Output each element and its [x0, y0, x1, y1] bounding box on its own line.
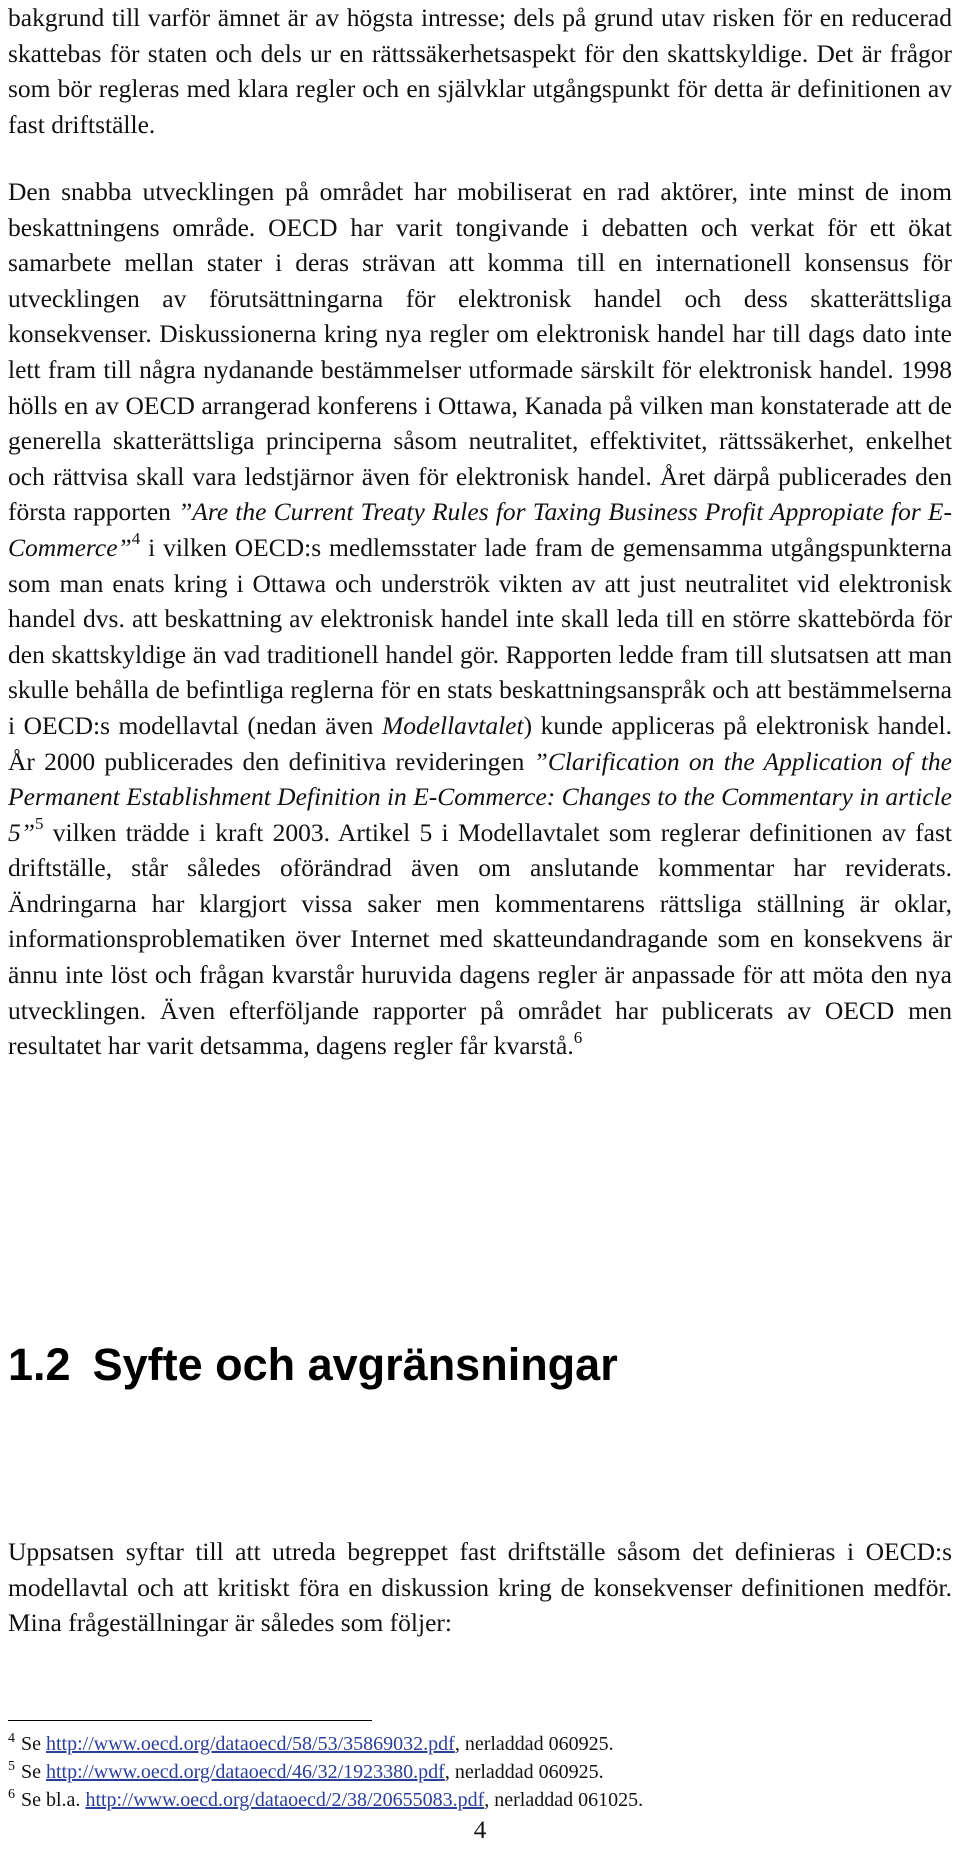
paragraph2-text-c: ) kunde appliceras på elektronisk handel. År 2000 publicerades den definitiva revideringen [8, 710, 953, 776]
body-paragraph-1: bakgrund till varför ämnet är av högsta intresse; dels på grund utav risken för en reducerad skattebas för staten och dels ur en rättssäkerhetsaspekt för den skattskyldige. Det är frågor som bör regleras med klara regler och en självklar utgångspunkt för detta är definitionen av fast driftställe. [8, 3, 952, 139]
footnote-link[interactable]: http://www.oecd.org/dataoecd/2/38/20655083.pdf [85, 1789, 485, 1811]
paragraph2-text-a: Den snabba utvecklingen på området har mobiliserat en rad aktörer, inte minst de inom beskattningens område. OECD har varit tongivande i debatten och verkat för ett ökat samarbete mellan stater i deras strävan att komma till en internationell konsensus för utvecklingen av förutsättningarna för elektronisk handel och dess skatterättsliga konsekvenser. Diskussionerna kring nya regler om elektronisk handel har till dags dato inte lett fram till några nydanande bestämmelser utformade särskilt för elektronisk handel. 1998 hölls en av OECD arrangerad konferens i Ottawa, Kanada på vilken man konstaterade att de generella skatterättsliga principerna såsom neutralitet, effektivitet, rättssäkerhet, enkelhet och rättvisa skall vara ledstjärnor även för elektronisk handel. Året därpå publicerades den första rapporten [8, 177, 952, 527]
footnote-divider [8, 1720, 372, 1721]
body-paragraph-2 [8, 174, 952, 1064]
footnote-5 [8, 1758, 952, 1786]
footnote-suffix: , nerladdad 060925. [454, 1733, 614, 1755]
footnote-prefix: Se [21, 1761, 46, 1783]
footnote-number: 5 [8, 1759, 15, 1775]
body-paragraph-3: Uppsatsen syftar till att utreda begreppet fast driftställe såsom det definieras i OECD:s modellavtal och att kritiskt föra en diskussion kring de konsekvenser definitionen medför. Mina frågeställningar är således som följer: [8, 1537, 952, 1638]
paragraph2-text-b: i vilken OECD:s medlemsstater lade fram de gemensamma utgångspunkterna som man enats kring i Ottawa och underströk vikten av att just neutralitet vid elektronisk handel dvs. att beskattning av elektronisk handel inte skall leda till en större skattebörda för den skattskyldige än vad traditionell handel gör. Rapporten ledde fram till slutsatsen att man skulle behålla de befintliga reglerna för en stats beskattningsanspråk och att bestämmelserna i OECD:s modellavtal (nedan även [8, 532, 952, 740]
footnote-ref-5[interactable]: 5 [34, 814, 44, 834]
footnote-prefix: Se bl.a. [21, 1789, 86, 1811]
footnote-link[interactable]: http://www.oecd.org/dataoecd/46/32/1923380.pdf [46, 1761, 445, 1783]
footnotes [8, 1730, 952, 1814]
footnote-number: 6 [8, 1787, 15, 1803]
report-title-2: ”Clarification on the Application of the Permanent Establishment Definition in E-Commerce: Changes to the Commentary in article 5” [8, 746, 953, 847]
footnote-4 [8, 1730, 952, 1758]
footnote-6 [8, 1786, 952, 1814]
footnote-suffix: , nerladdad 060925. [444, 1761, 604, 1783]
footnote-number: 4 [8, 1731, 15, 1747]
footnote-ref-6[interactable]: 6 [573, 1027, 583, 1047]
page-number: 4 [473, 1817, 487, 1844]
footnote-prefix: Se [21, 1733, 46, 1755]
report-title-1: ”Are the Current Treaty Rules for Taxing Business Profit Appropiate for E-Commerce” [8, 497, 952, 562]
footnote-link[interactable]: http://www.oecd.org/dataoecd/58/53/35869032.pdf [46, 1733, 455, 1755]
section-number: 1.2 [8, 1339, 71, 1390]
footnote-suffix: , nerladdad 061025. [484, 1789, 644, 1811]
paragraph2-text-d: vilken trädde i kraft 2003. Artikel 5 i Modellavtalet som reglerar definitionen av fast driftställe, står således oförändrad även om anslutande kommentar har reviderats. Ändringarna har klargjort vissa saker men kommentarens rättsliga ställning är oklar, informationsproblematiken över Internet med skatteundandragande som en konsekvens är ännu inte löst och frågan kvarstår huruvida dagens regler är anpassade för att möta den nya utvecklingen. Även efterföljande rapporter på området har publicerats av OECD men resultatet har varit detsamma, dagens regler får kvarstå. [8, 817, 952, 1061]
footnote-ref-4[interactable]: 4 [131, 529, 141, 549]
term-modellavtalet: Modellavtalet [381, 710, 524, 740]
section-heading [8, 1335, 618, 1395]
section-title: Syfte och avgränsningar [92, 1339, 618, 1390]
